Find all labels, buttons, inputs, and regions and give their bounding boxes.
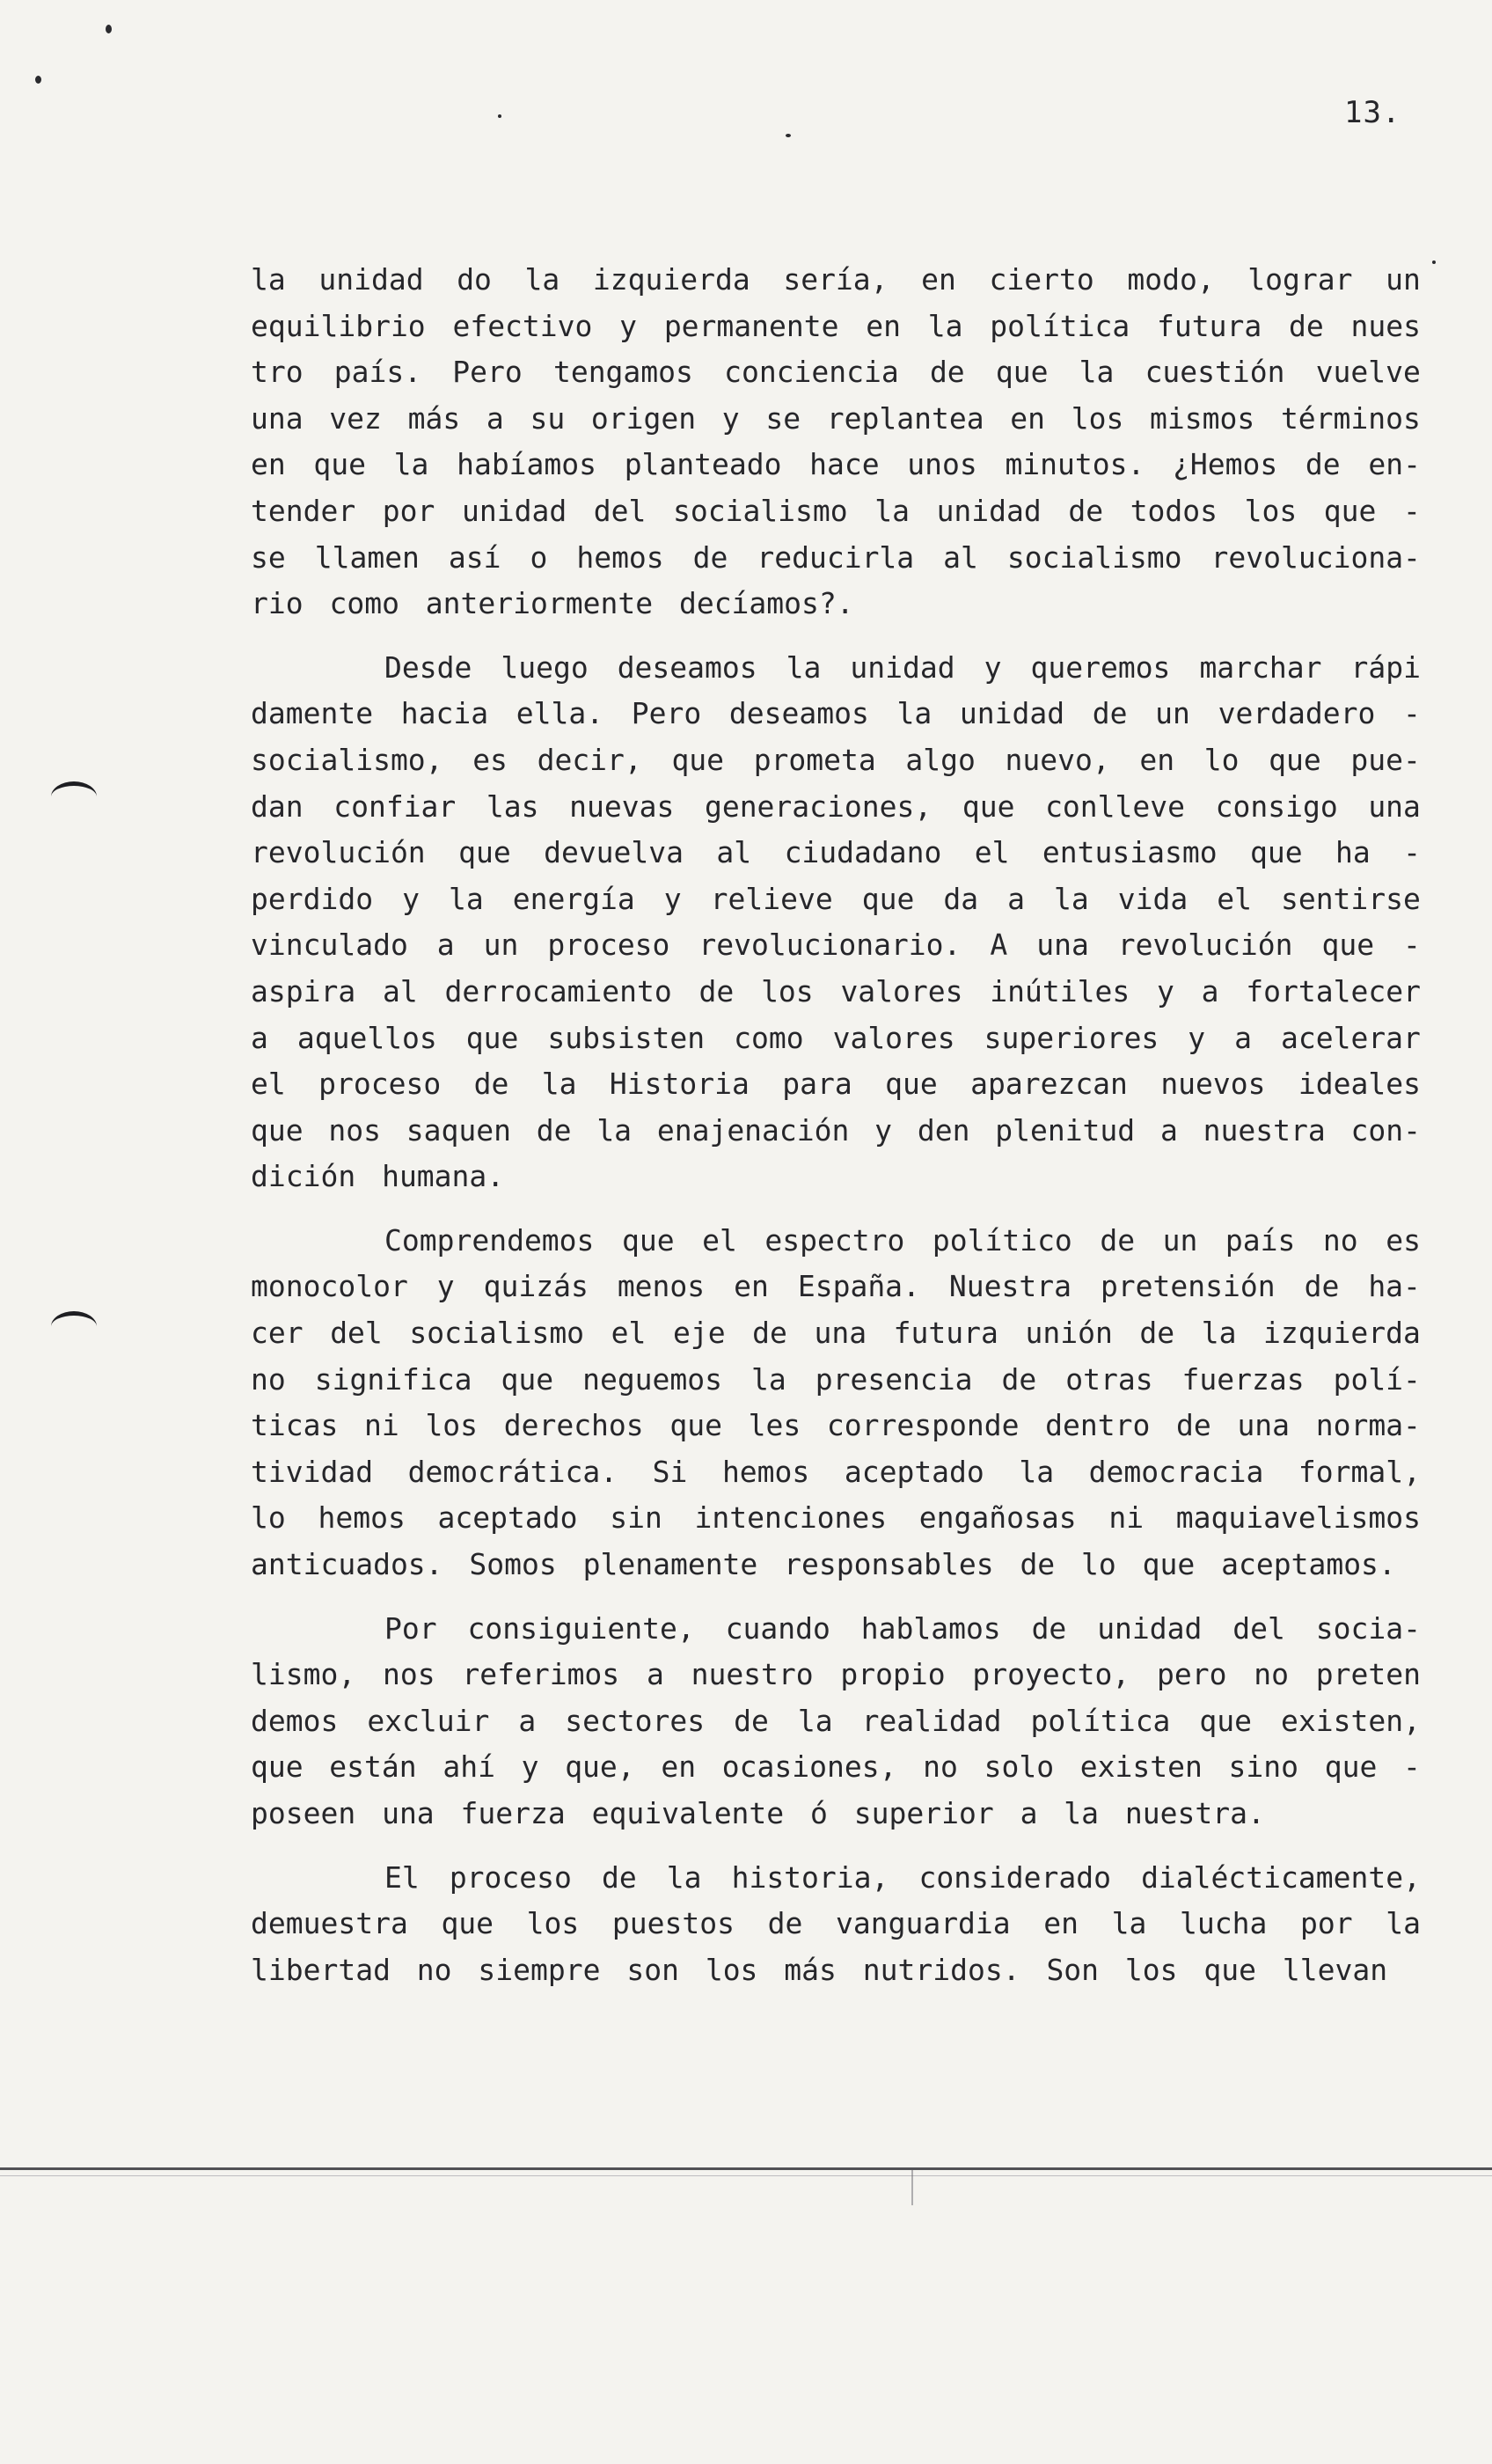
text-line: poseen una fuerza equivalente ó superior a la nuestra. — [251, 1796, 1265, 1830]
page-number: 13. — [1344, 95, 1401, 130]
text-line: damente hacia ella. Pero deseamos la unidad de un verdadero - — [251, 696, 1421, 731]
paragraph-gap — [251, 1837, 1421, 1855]
text-line: la unidad do la izquierda sería, en cierto modo, lograr un — [251, 262, 1421, 297]
text-line: ticas ni los derechos que les corresponde dentro de una norma- — [251, 1408, 1421, 1443]
text-line: monocolor y quizás menos en España. Nuestra pretensión de ha- — [251, 1269, 1421, 1304]
paragraph-gap — [251, 627, 1421, 645]
text-line: en que la habíamos planteado hace unos minutos. ¿Hemos de en- — [251, 447, 1421, 482]
text-line: libertad no siempre son los más nutridos. Son los que llevan — [251, 1952, 1388, 1987]
text-line: Desde luego deseamos la unidad y queremos marchar rápi — [384, 649, 1421, 685]
text-line: que están ahí y que, en ocasiones, no solo existen sino que - — [251, 1749, 1421, 1785]
text-line: tro país. Pero tengamos conciencia de que la cuestión vuelve — [251, 355, 1421, 390]
page-bottom-rule-faint — [0, 2175, 1492, 2176]
text-line: equilibrio efectivo y permanente en la política futura de nues — [251, 308, 1421, 343]
text-line: a aquellos que subsisten como valores superiores y a acelerar — [251, 1020, 1421, 1055]
text-line: vinculado a un proceso revolucionario. A una revolución que - — [251, 928, 1421, 963]
page-bottom-rule — [0, 2167, 1492, 2170]
ink-speck — [498, 114, 501, 118]
text-line: rio como anteriormente decíamos?. — [251, 586, 854, 621]
text-line: socialismo, es decir, que prometa algo nuevo, en lo que pue- — [251, 742, 1421, 777]
paragraph-gap — [251, 1200, 1421, 1218]
text-line: aspira al derrocamiento de los valores inútiles y a fortalecer — [251, 973, 1421, 1008]
text-line: una vez más a su origen y se replantea en los mismos términos — [251, 400, 1421, 436]
text-line: demuestra que los puestos de vanguardia en la lucha por la — [251, 1906, 1421, 1941]
text-line: dan confiar las nuevas generaciones, que conlleve consigo una — [251, 788, 1421, 824]
text-line: Comprendemos que el espectro político de un país no es — [384, 1222, 1421, 1258]
text-line: demos excluir a sectores de la realidad política que existen, — [251, 1703, 1421, 1738]
text-line: tender por unidad del socialismo la unidad de todos los que - — [251, 493, 1421, 528]
text-line: se llamen así o hemos de reducirla al socialismo revoluciona- — [251, 539, 1421, 575]
text-line: perdido y la energía y relieve que da a la vida el sentirse — [251, 881, 1421, 916]
text-line: cer del socialismo el eje de una futura unión de la izquierda — [251, 1316, 1421, 1351]
text-line: dición humana. — [251, 1159, 505, 1194]
ink-speck — [106, 25, 112, 33]
text-line: lismo, nos referimos a nuestro propio proyecto, pero no preten — [251, 1657, 1421, 1692]
punch-hole-mark — [51, 1311, 97, 1342]
text-line: revolución que devuelva al ciudadano el entusiasmo que ha - — [251, 835, 1421, 870]
text-line: no significa que neguemos la presencia de otras fuerzas polí- — [251, 1361, 1421, 1397]
text-line: Por consiguiente, cuando hablamos de unidad del socia- — [384, 1610, 1421, 1646]
text-line: lo hemos aceptado sin intenciones engañosas ni maquiavelismos — [251, 1500, 1421, 1536]
body-text — [251, 257, 1421, 1993]
ink-speck — [35, 76, 41, 84]
text-line: El proceso de la historia, considerado dialécticamente, — [384, 1859, 1421, 1895]
text-line: el proceso de la Historia para que aparezcan nuevos ideales — [251, 1067, 1421, 1102]
punch-hole-mark — [51, 781, 97, 812]
text-line: que nos saquen de la enajenación y den plenitud a nuestra con- — [251, 1112, 1421, 1148]
ink-speck — [1432, 260, 1436, 264]
paragraph-gap — [251, 1588, 1421, 1606]
rule-tick-mark — [911, 2170, 913, 2205]
text-line: tividad democrática. Si hemos aceptado la democracia formal, — [251, 1454, 1421, 1489]
text-line: anticuados. Somos plenamente responsables de lo que aceptamos. — [251, 1547, 1396, 1582]
ink-speck — [786, 134, 791, 137]
